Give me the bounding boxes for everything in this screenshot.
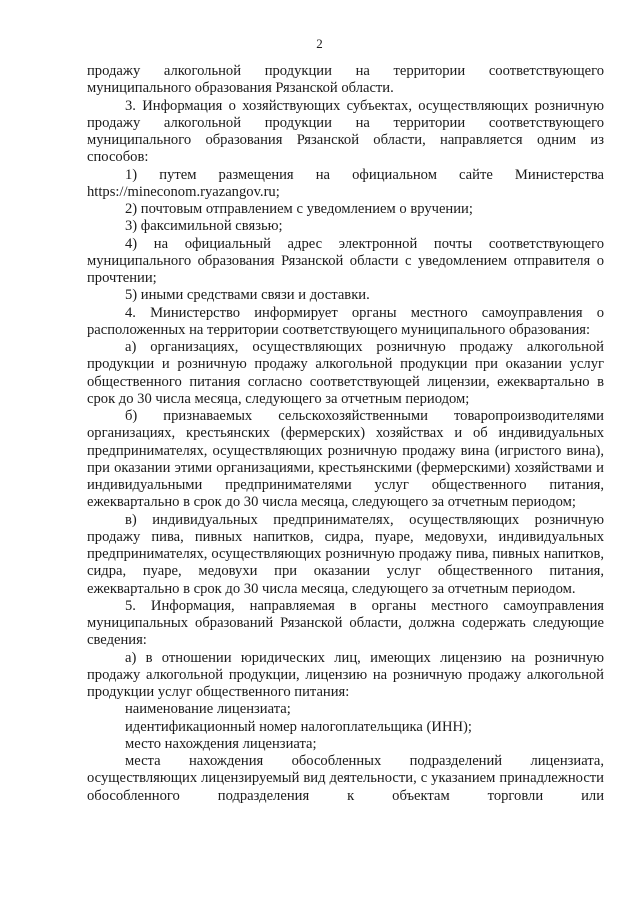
paragraph: продажу алкогольной продукции на территории соответствующего муниципального образования Рязанской области.: [87, 63, 604, 97]
document-body: [87, 63, 604, 805]
paragraph: 5. Информация, направляемая в органы местного самоуправления муниципальных образований Рязанской области, должна содержать следующие сведения:: [87, 597, 604, 649]
paragraph: наименование лицензиата;: [125, 701, 291, 718]
paragraph: идентификационный номер налогоплательщика (ИНН);: [125, 718, 472, 735]
paragraph: 2) почтовым отправлением с уведомлением о вручении;: [125, 201, 473, 217]
page-number: 2: [316, 36, 323, 51]
paragraph: в) индивидуальных предпринимателях, осуществляющих розничную продажу пива, пивных напитков, сидра, пуаре, медовухи, индивидуальных предпринимателях, осуществляющих розничную продажу пива, пивных напитков, сидра, пуаре, медовухи при оказании услуг общественного питания, ежеквартально в срок до 30 числа месяца, следующего за отчетным периодом.: [87, 511, 604, 597]
paragraph: место нахождения лицензиата;: [125, 735, 317, 752]
paragraph: места нахождения обособленных подразделений лицензиата, осуществляющих лицензируемый вид деятельности, с указанием принадлежности обособленного подразделения к объектам торговли или: [87, 753, 604, 804]
paragraph: а) в отношении юридических лиц, имеющих лицензию на розничную продажу алкогольной продукции, лицензию на розничную продажу алкогольной продукции услуг общественного питания:: [87, 649, 604, 700]
paragraph: 5) иными средствами связи и доставки.: [125, 287, 370, 304]
paragraph: 1) путем размещения на официальном сайте Министерства https://mineconom.ryazangov.ru;: [87, 166, 604, 200]
paragraph: 4) на официальный адрес электронной почты соответствующего муниципального образования Рязанской области с уведомлением отправителя о прочтении;: [87, 235, 604, 286]
paragraph: 3. Информация о хозяйствующих субъектах, осуществляющих розничную продажу алкогольной продукции на территории соответствующего муниципального образования Рязанской области, направляется одним из способов:: [87, 97, 604, 166]
paragraph: 3) факсимильной связью;: [125, 218, 283, 235]
paragraph: а) организациях, осуществляющих розничную продажу алкогольной продукции и розничную продажу алкогольной продукции при оказании услуг общественного питания согласно соответствующей лицензии, ежеквартально в срок до 30 числа месяца, следующего за отчетным периодом;: [87, 339, 604, 407]
paragraph: б) признаваемых сельскохозяйственными товаропроизводителями организациях, крестьянских (фермерских) хозяйствах и об индивидуальных предпринимателях, осуществляющих розничную продажу вина (игристого вина), при оказании этими организациями, крестьянскими (фермерскими) хозяйствами и индивидуальными предпринимателями услуг общественного питания, ежеквартально в срок до 30 числа месяца, следующего за отчетным периодом;: [87, 408, 604, 511]
paragraph: 4. Министерство информирует органы местного самоуправления о расположенных на территории соответствующего муниципального образования:: [87, 304, 604, 338]
